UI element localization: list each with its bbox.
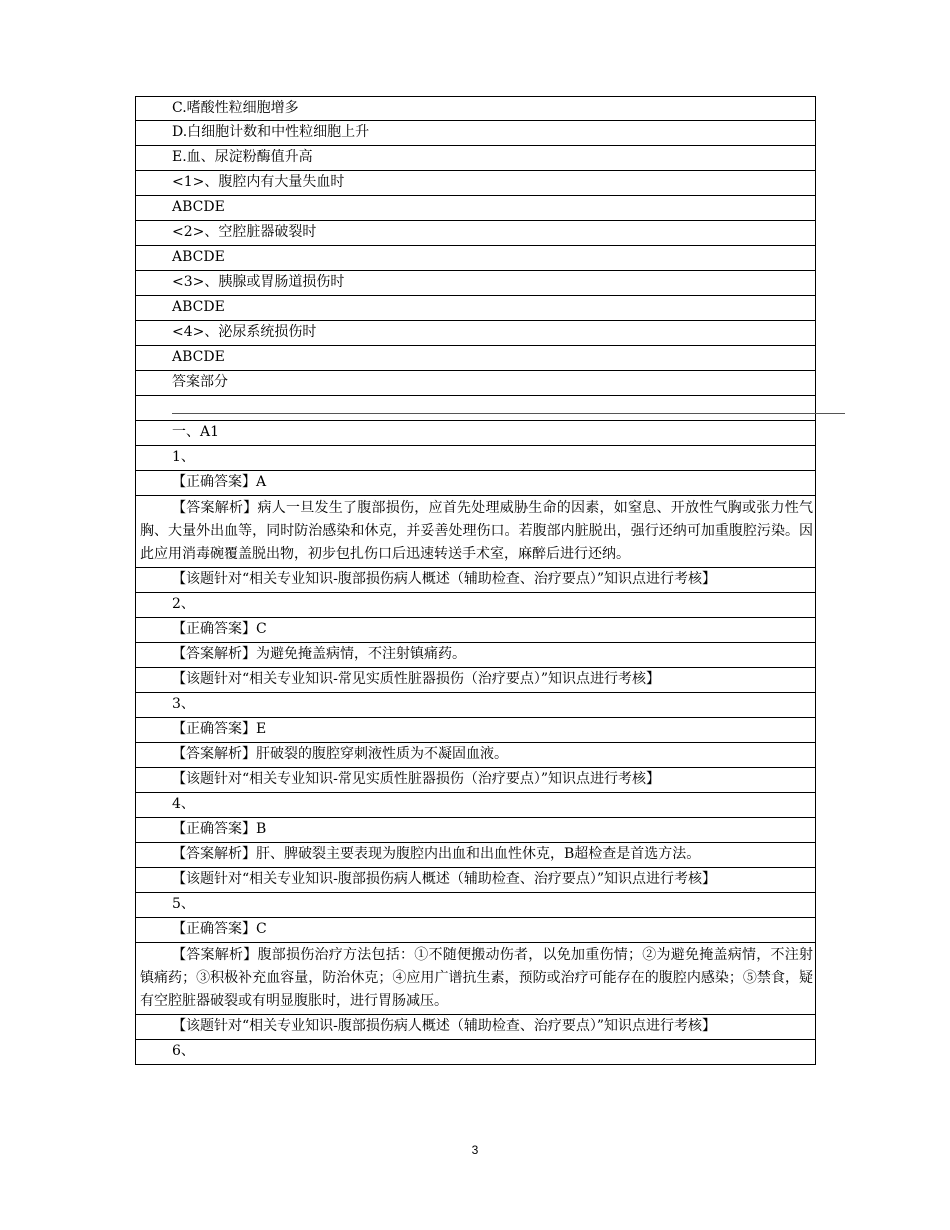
section-title: 一、A1	[135, 421, 816, 446]
answer-section-heading: 答案部分	[135, 371, 816, 396]
sub-question-4: <4>、泌尿系统损伤时	[135, 321, 816, 346]
sub-question-1: <1>、腹腔内有大量失血时	[135, 171, 816, 196]
option-e: E.血、尿淀粉酶值升高	[135, 146, 816, 171]
option-c: C.嗜酸性粒细胞增多	[135, 96, 816, 121]
knowledge-point: 【该题针对“相关专业知识-腹部损伤病人概述（辅助检查、治疗要点）”知识点进行考核】	[135, 868, 816, 893]
knowledge-point: 【该题针对“相关专业知识-腹部损伤病人概述（辅助检查、治疗要点）”知识点进行考核】	[135, 1015, 816, 1040]
correct-answer: 【正确答案】E	[135, 718, 816, 743]
answer-explanation: 【答案解析】腹部损伤治疗方法包括：①不随便搬动伤者，以免加重伤情；②为避免掩盖病情，不注射镇痛药；③积极补充血容量，防治休克；④应用广谱抗生素，预防或治疗可能存在的腹腔内感染；⑤禁食，疑有空腔脏器破裂或有明显腹胀时，进行胃肠减压。	[135, 943, 816, 1015]
knowledge-point: 【该题针对“相关专业知识-常见实质性脏器损伤（治疗要点）”知识点进行考核】	[135, 668, 816, 693]
correct-answer: 【正确答案】C	[135, 618, 816, 643]
question-number: 6、	[135, 1040, 816, 1065]
choice-letters: ABCDE	[135, 196, 816, 221]
option-d: D.白细胞计数和中性粒细胞上升	[135, 121, 816, 146]
knowledge-point: 【该题针对“相关专业知识-常见实质性脏器损伤（治疗要点）”知识点进行考核】	[135, 768, 816, 793]
section-divider-row	[135, 396, 816, 421]
answer-explanation: 【答案解析】肝、脾破裂主要表现为腹腔内出血和出血性休克，B超检查是首选方法。	[135, 843, 816, 868]
correct-answer: 【正确答案】B	[135, 818, 816, 843]
correct-answer: 【正确答案】C	[135, 918, 816, 943]
question-number: 5、	[135, 893, 816, 918]
sub-question-2: <2>、空腔脏器破裂时	[135, 221, 816, 246]
question-table	[135, 96, 816, 1065]
page-number: 3	[471, 1143, 479, 1157]
choice-letters: ABCDE	[135, 346, 816, 371]
sub-question-3: <3>、胰腺或胃肠道损伤时	[135, 271, 816, 296]
answer-explanation: 【答案解析】为避免掩盖病情，不注射镇痛药。	[135, 643, 816, 668]
choice-letters: ABCDE	[135, 296, 816, 321]
question-number: 1、	[135, 446, 816, 471]
choice-letters: ABCDE	[135, 246, 816, 271]
answer-explanation: 【答案解析】肝破裂的腹腔穿刺液性质为不凝固血液。	[135, 743, 816, 768]
correct-answer: 【正确答案】A	[135, 471, 816, 496]
answer-explanation: 【答案解析】病人一旦发生了腹部损伤，应首先处理威胁生命的因素，如窒息、开放性气胸或张力性气胸、大量外出血等，同时防治感染和休克，并妥善处理伤口。若腹部内脏脱出，强行还纳可加重腹腔污染。因此应用消毒碗覆盖脱出物，初步包扎伤口后迅速转送手术室，麻醉后进行还纳。	[135, 496, 816, 568]
question-number: 2、	[135, 593, 816, 618]
question-number: 3、	[135, 693, 816, 718]
knowledge-point: 【该题针对“相关专业知识-腹部损伤病人概述（辅助检查、治疗要点）”知识点进行考核】	[135, 568, 816, 593]
horizontal-rule	[172, 413, 845, 414]
question-number: 4、	[135, 793, 816, 818]
